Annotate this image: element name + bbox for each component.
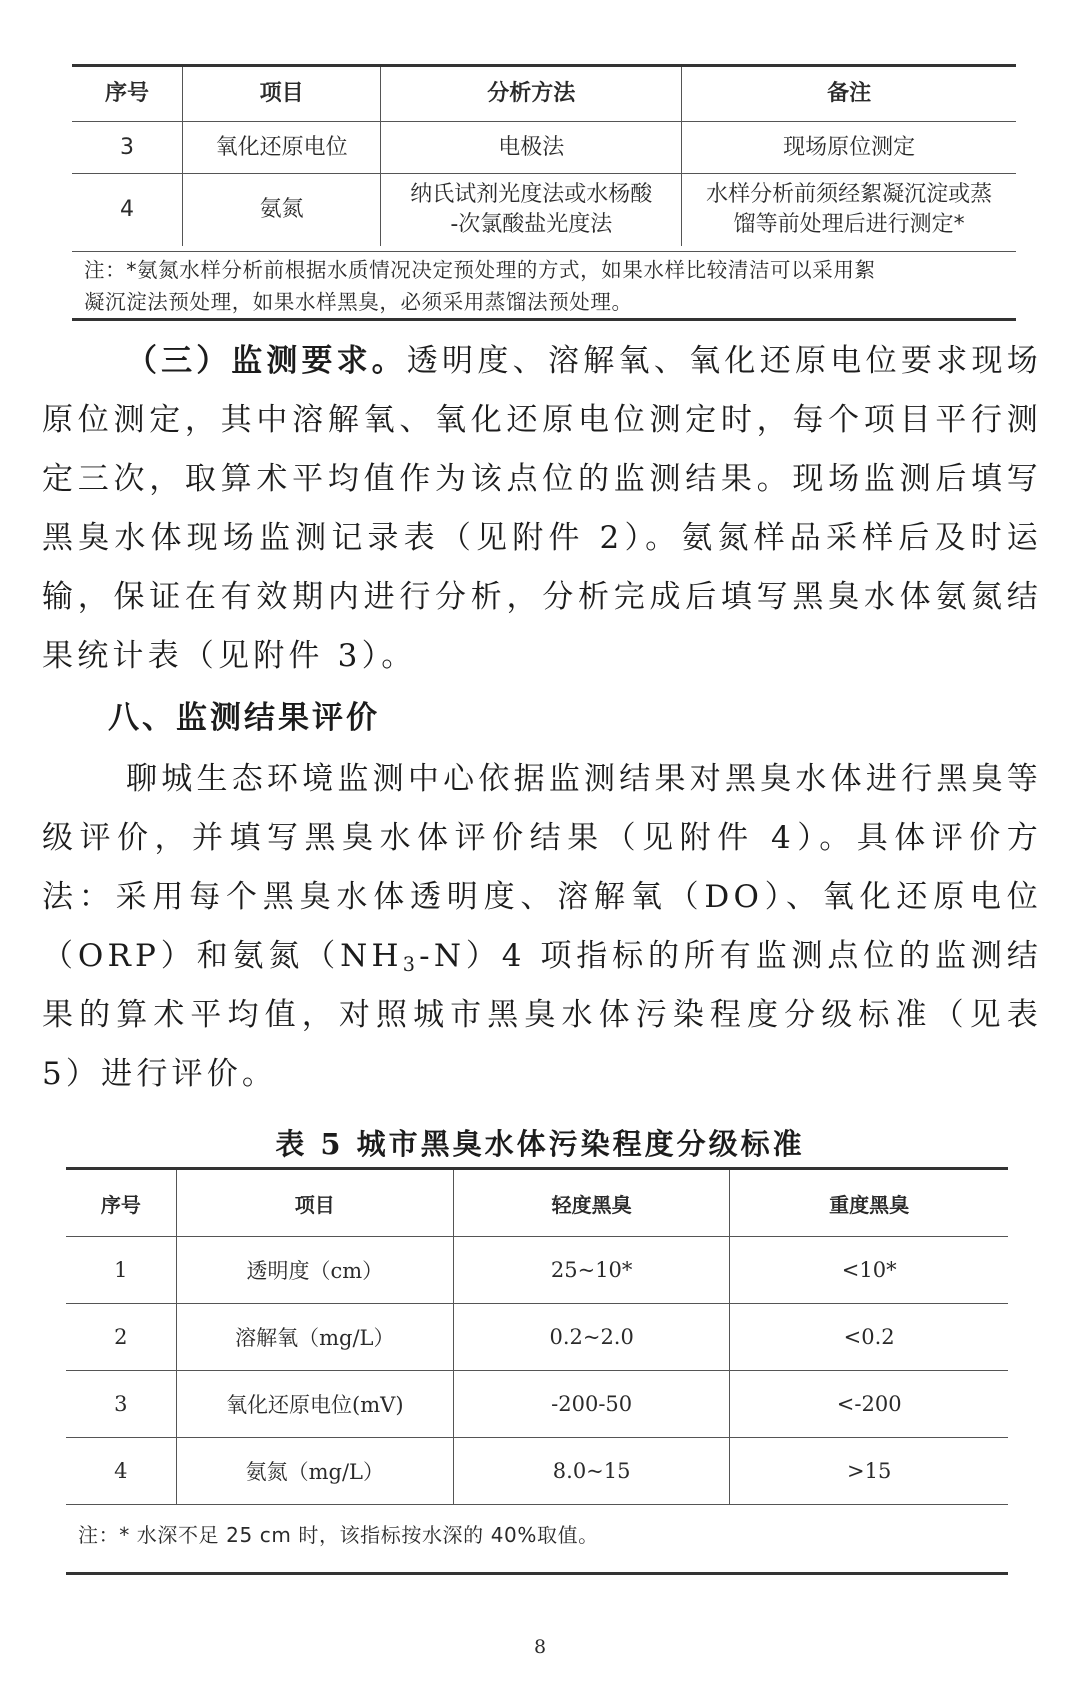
cell-severe: <0.2: [730, 1304, 1008, 1371]
cell-remark: 现场原位测定: [682, 122, 1016, 174]
cell-severe: >15: [730, 1438, 1008, 1505]
cell-item: 氧化还原电位: [182, 122, 381, 174]
table-row: [66, 1237, 1008, 1304]
cell-severe: <10*: [730, 1237, 1008, 1304]
section-lead: （三）监测要求。: [126, 343, 407, 379]
cell-mild: 25~10*: [453, 1237, 729, 1304]
section-text: 透明度、溶解氧、氧化还原电位要求现场原位测定，其中溶解氧、氧化还原电位测定时，每个项目平行测定三次，取算术平均值作为该点位的监测结果。现场监测后填写黑臭水体现场监测记录表（见附件 2）。氨氮样品采样后及时运输，保证在有效期内进行分析，分析完成后填写黑臭水体氨氮结果统计表（见附件 3）。: [42, 343, 1042, 674]
header-item: 项目: [176, 1169, 453, 1237]
cell-item: 氨氮: [182, 174, 381, 246]
cell-no: 2: [114, 1325, 128, 1349]
cell-method: [381, 174, 682, 246]
cell-no: 1: [114, 1258, 128, 1282]
note-line: 注：*氨氮水样分析前根据水质情况决定预处理的方式，如果水样比较清洁可以采用絮: [84, 258, 876, 282]
table-header-row: [72, 66, 1016, 122]
cell-remark: [682, 174, 1016, 246]
table-row: [66, 1304, 1008, 1371]
evaluation-text-part1: 聊城生态环境监测中心依据监测结果对黑臭水体进行黑臭等级评价，并填写黑臭水体评价结果（见附件 4）。具体评价方法：采用每个黑臭水体透明度、溶解氧（DO）、氧化还原电位（ORP）和氨氮（NH: [42, 761, 1042, 974]
note-line: 凝沉淀法预处理，如果水样黑臭，必须采用蒸馏法预处理。: [84, 290, 633, 314]
header-remark: 备注: [682, 66, 1016, 122]
cell-method-line: -次氯酸盐光度法: [450, 211, 613, 237]
table-row: [66, 1371, 1008, 1438]
section-heading: 八、监测结果评价: [108, 700, 380, 736]
cell-no: 3: [119, 134, 134, 160]
cell-no: 4: [119, 196, 134, 222]
analysis-table-note: [72, 251, 1016, 321]
cell-remark-line: 水样分析前须经絮凝沉淀或蒸: [706, 181, 993, 207]
table-row: [72, 122, 1016, 174]
pollution-grade-table: [66, 1167, 1008, 1505]
monitoring-requirements-paragraph: [42, 332, 1042, 686]
header-no: 序号: [104, 81, 149, 106]
header-method: 分析方法: [381, 66, 682, 122]
cell-method-line: 纳氏试剂光度法或水杨酸: [410, 181, 653, 207]
grade-table-note: 注：* 水深不足 25 cm 时，该指标按水深的 40%取值。: [78, 1523, 599, 1547]
cell-mild: 8.0~15: [453, 1438, 729, 1505]
cell-mild: -200-50: [453, 1371, 729, 1438]
table-row: [66, 1438, 1008, 1505]
cell-remark-line: 馏等前处理后进行测定*: [733, 211, 965, 237]
table-title: 表 5 城市黑臭水体污染程度分级标准: [275, 1127, 805, 1161]
header-severe: 重度黑臭: [730, 1169, 1008, 1237]
cell-item: 氨氮（mg/L）: [176, 1438, 453, 1505]
header-item: 项目: [182, 66, 381, 122]
analysis-method-table: [72, 64, 1016, 246]
cell-no: 3: [114, 1392, 128, 1416]
cell-no: 4: [114, 1459, 128, 1483]
header-mild: 轻度黑臭: [453, 1169, 729, 1237]
table-bottom-rule: [66, 1572, 1008, 1575]
table-row: [72, 174, 1016, 246]
cell-mild: 0.2~2.0: [453, 1304, 729, 1371]
page-number: 8: [533, 1636, 547, 1658]
table-header-row: [66, 1169, 1008, 1237]
cell-severe: <-200: [730, 1371, 1008, 1438]
cell-item: 透明度（cm）: [176, 1237, 453, 1304]
evaluation-text-part2: -N）4 项指标的所有监测点位的监测结果的算术平均值，对照城市黑臭水体污染程度分级标准（见表 5）进行评价。: [42, 938, 1042, 1092]
subscript-3: 3: [402, 952, 420, 976]
cell-method: 电极法: [381, 122, 682, 174]
evaluation-paragraph: [42, 750, 1042, 1104]
header-no: 序号: [100, 1192, 141, 1217]
cell-item: 溶解氧（mg/L）: [176, 1304, 453, 1371]
cell-item: 氧化还原电位(mV): [176, 1371, 453, 1438]
